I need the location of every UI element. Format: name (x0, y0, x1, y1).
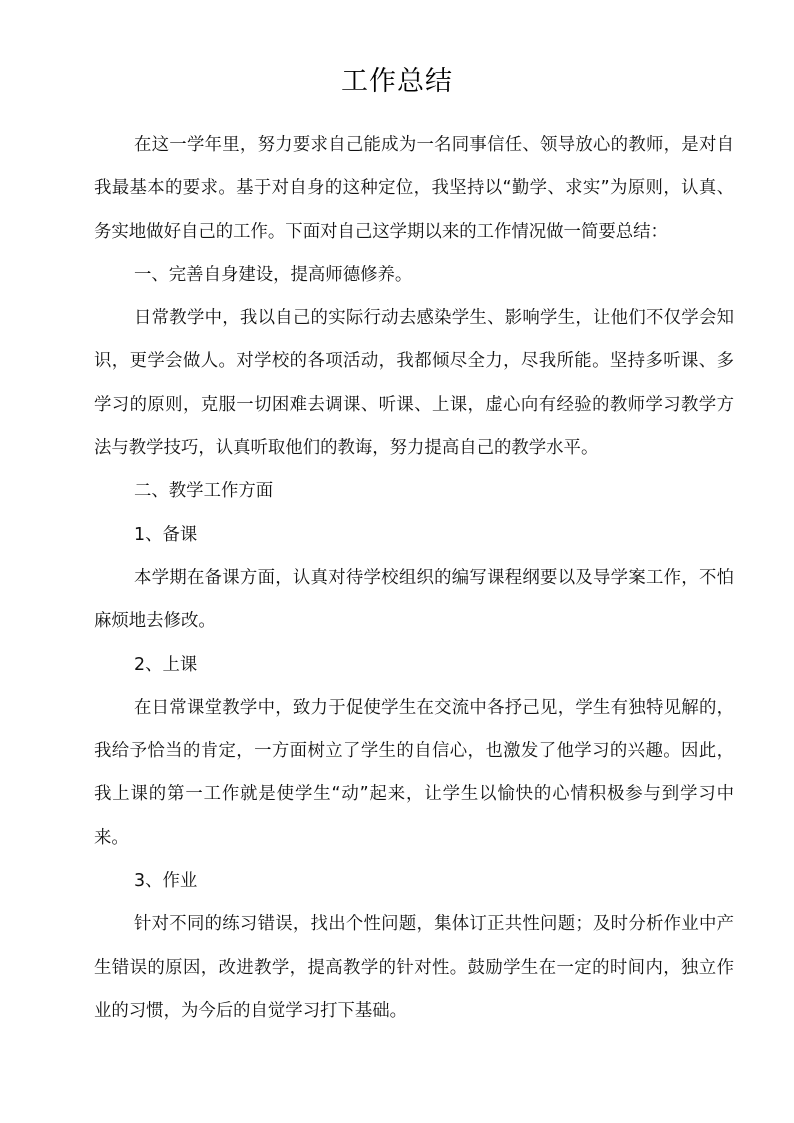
body-paragraph: 针对不同的练习错误，找出个性问题，集体订正共性问题；及时分析作业中产生错误的原因，改进教学，提高教学的针对性。鼓励学生在一定的时间内，独立作业的习惯，为今后的自觉学习打下基础。 (94, 914, 734, 1021)
subheading-lesson-prep: 1、备课 (134, 524, 198, 545)
document-title: 工作总结 (341, 66, 453, 97)
body-paragraph: 在日常课堂教学中，致力于促使学生在交流中各抒己见，学生有独特见解的，我给予恰当的肯定，一方面树立了学生的自信心，也激发了他学习的兴趣。因此，我上课的第一工作就是使学生“动”起来，让学生以愉快的心情积极参与到学习中来。 (94, 697, 734, 848)
body-paragraph: 日常教学中，我以自己的实际行动去感染学生、影响学生，让他们不仅学会知识，更学会做人。对学校的各项活动，我都倾尽全力，尽我所能。坚持多听课、多学习的原则，克服一切困难去调课、听课、上课，虚心向有经验的教师学习教学方法与教学技巧，认真听取他们的教诲，努力提高自己的教学水平。 (94, 308, 734, 459)
intro-paragraph: 在这一学年里，努力要求自己能成为一名同事信任、领导放心的教师，是对自我最基本的要求。基于对自身的这种定位，我坚持以“勤学、求实”为原则，认真、务实地做好自己的工作。下面对自己这学期以来的工作情况做一简要总结： (94, 135, 734, 242)
subheading-homework: 3、作业 (134, 871, 198, 892)
document-body (94, 124, 734, 1033)
body-paragraph: 本学期在备课方面，认真对待学校组织的编写课程纲要以及导学案工作，不怕麻烦地去修改。 (94, 567, 734, 632)
subheading-teaching: 2、上课 (134, 654, 198, 675)
section-heading-1: 一、完善自身建设，提高师德修养。 (134, 264, 413, 285)
section-heading-2: 二、教学工作方面 (134, 481, 274, 502)
